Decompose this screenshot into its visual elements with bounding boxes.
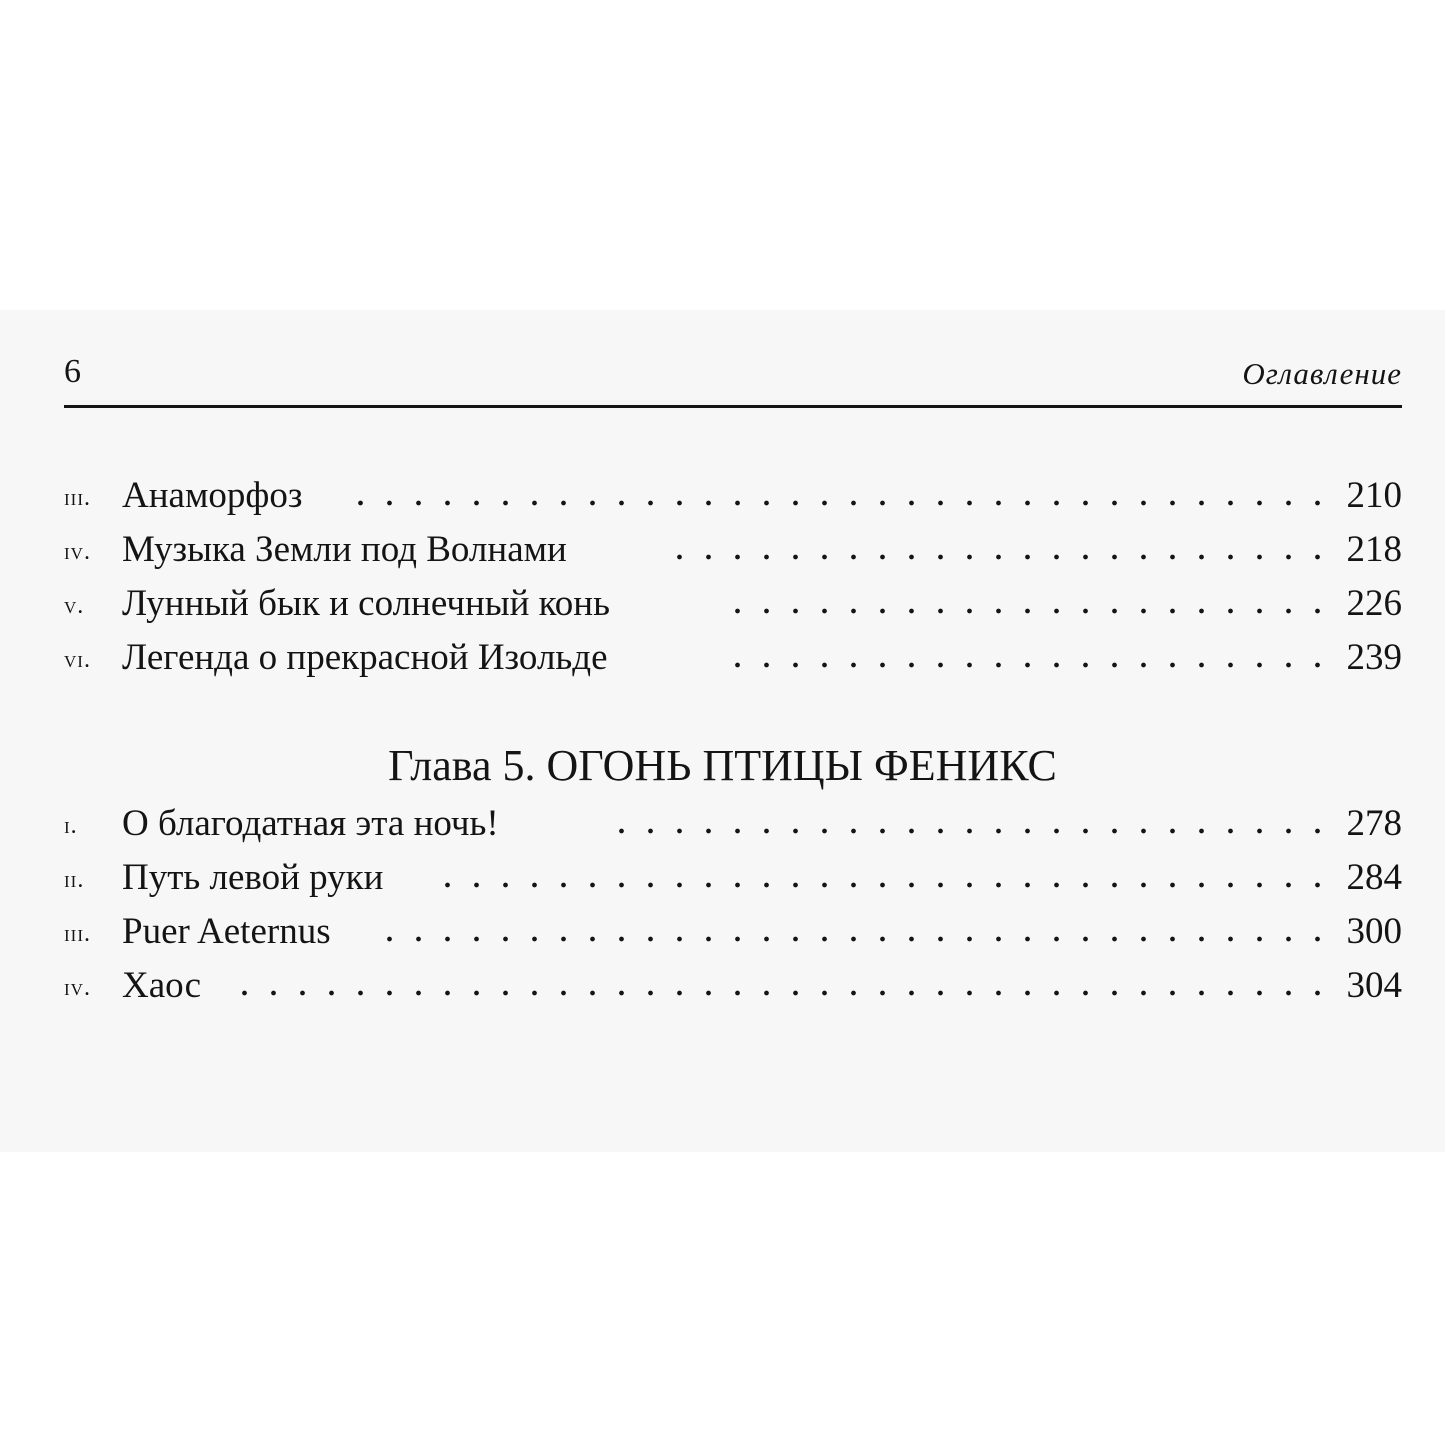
running-title: Оглавление bbox=[1242, 356, 1402, 391]
entry-title: Музыка Земли под Волнами bbox=[122, 529, 567, 570]
dot-leader bbox=[224, 990, 1332, 996]
entry-title: Puer Aeternus bbox=[122, 911, 331, 952]
entry-numeral: iv. bbox=[64, 975, 91, 1001]
toc-entry bbox=[64, 904, 1402, 954]
entry-numeral: i. bbox=[64, 813, 78, 839]
entry-numeral: iii. bbox=[64, 921, 91, 947]
toc-entry bbox=[64, 630, 1402, 680]
chapter-heading: Глава 5. ОГОНЬ ПТИЦЫ ФЕНИКС bbox=[388, 741, 1057, 790]
entry-title: Анаморфоз bbox=[122, 475, 303, 516]
dot-leader bbox=[724, 662, 1332, 668]
book-page bbox=[0, 310, 1445, 1152]
toc-entry bbox=[64, 522, 1402, 572]
entry-numeral: iii. bbox=[64, 485, 91, 511]
entry-title: О благодатная эта ночь! bbox=[122, 803, 499, 844]
entry-page: 284 bbox=[1346, 857, 1402, 898]
toc-entry bbox=[64, 850, 1402, 900]
entry-numeral: vi. bbox=[64, 647, 91, 673]
entry-page: 278 bbox=[1346, 803, 1402, 844]
entry-page: 226 bbox=[1346, 583, 1402, 624]
toc-entry bbox=[64, 796, 1402, 846]
dot-leader bbox=[384, 936, 1332, 942]
toc-entry bbox=[64, 576, 1402, 626]
entry-title: Хаос bbox=[122, 965, 201, 1006]
entry-page: 304 bbox=[1346, 965, 1402, 1006]
entry-page: 239 bbox=[1346, 637, 1402, 678]
page-header bbox=[64, 352, 1402, 402]
page-number: 6 bbox=[64, 353, 81, 390]
dot-leader bbox=[444, 882, 1332, 888]
toc-entry bbox=[64, 468, 1402, 518]
dot-leader bbox=[354, 500, 1332, 506]
toc-entry bbox=[64, 958, 1402, 1008]
entry-numeral: v. bbox=[64, 593, 85, 619]
entry-page: 210 bbox=[1346, 475, 1402, 516]
entry-title: Легенда о прекрасной Изольде bbox=[122, 637, 608, 678]
entry-numeral: iv. bbox=[64, 539, 91, 565]
dot-leader bbox=[674, 554, 1332, 560]
entry-title: Путь левой руки bbox=[122, 857, 384, 898]
entry-page: 218 bbox=[1346, 529, 1402, 570]
header-rule bbox=[64, 405, 1402, 408]
entry-title: Лунный бык и солнечный конь bbox=[122, 583, 610, 624]
entry-page: 300 bbox=[1346, 911, 1402, 952]
dot-leader bbox=[724, 608, 1332, 614]
entry-numeral: ii. bbox=[64, 867, 85, 893]
dot-leader bbox=[604, 828, 1332, 834]
